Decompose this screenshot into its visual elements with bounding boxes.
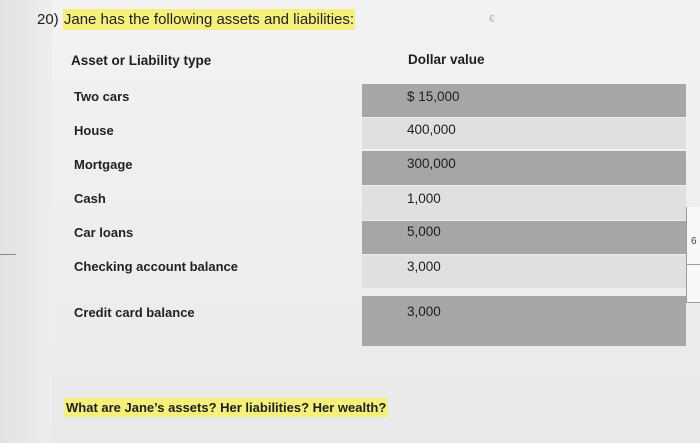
row-label-car-loans: Car loans <box>74 225 134 240</box>
adjacent-page-rule <box>686 302 700 303</box>
row-value-checking-account: 3,000 <box>362 255 686 288</box>
row-value-mortgage: 300,000 <box>362 151 686 185</box>
row-value-two-cars: $ 15,000 <box>362 84 686 117</box>
header-value: Dollar value <box>408 52 485 67</box>
row-label-credit-card: Credit card balance <box>74 305 195 320</box>
followup-text: What are Jane’s assets? Her liabilities? Her wealth? <box>66 400 387 415</box>
row-value-car-loans: 5,000 <box>362 221 686 254</box>
row-label-checking-account: Checking account balance <box>74 259 238 274</box>
margin-tick <box>0 254 16 255</box>
scan-mark: € <box>489 14 495 25</box>
row-value-credit-card: 3,000 <box>362 296 686 346</box>
question-number: 20) <box>37 11 59 28</box>
row-value-cash: 1,000 <box>362 186 686 220</box>
header-type: Asset or Liability type <box>71 53 212 68</box>
question-text: Jane has the following assets and liabilities: <box>63 11 355 28</box>
row-label-two-cars: Two cars <box>74 89 130 104</box>
row-value-house: 400,000 <box>362 118 686 149</box>
page-number: 6 <box>691 236 697 247</box>
question-heading <box>37 8 355 32</box>
row-label-mortgage: Mortgage <box>74 157 133 172</box>
adjacent-page-rule <box>686 264 700 265</box>
row-label-cash: Cash <box>74 191 106 206</box>
row-label-house: House <box>74 123 114 138</box>
followup-question <box>64 400 388 415</box>
adjacent-page-edge <box>686 207 700 303</box>
page-left-margin <box>0 0 52 443</box>
